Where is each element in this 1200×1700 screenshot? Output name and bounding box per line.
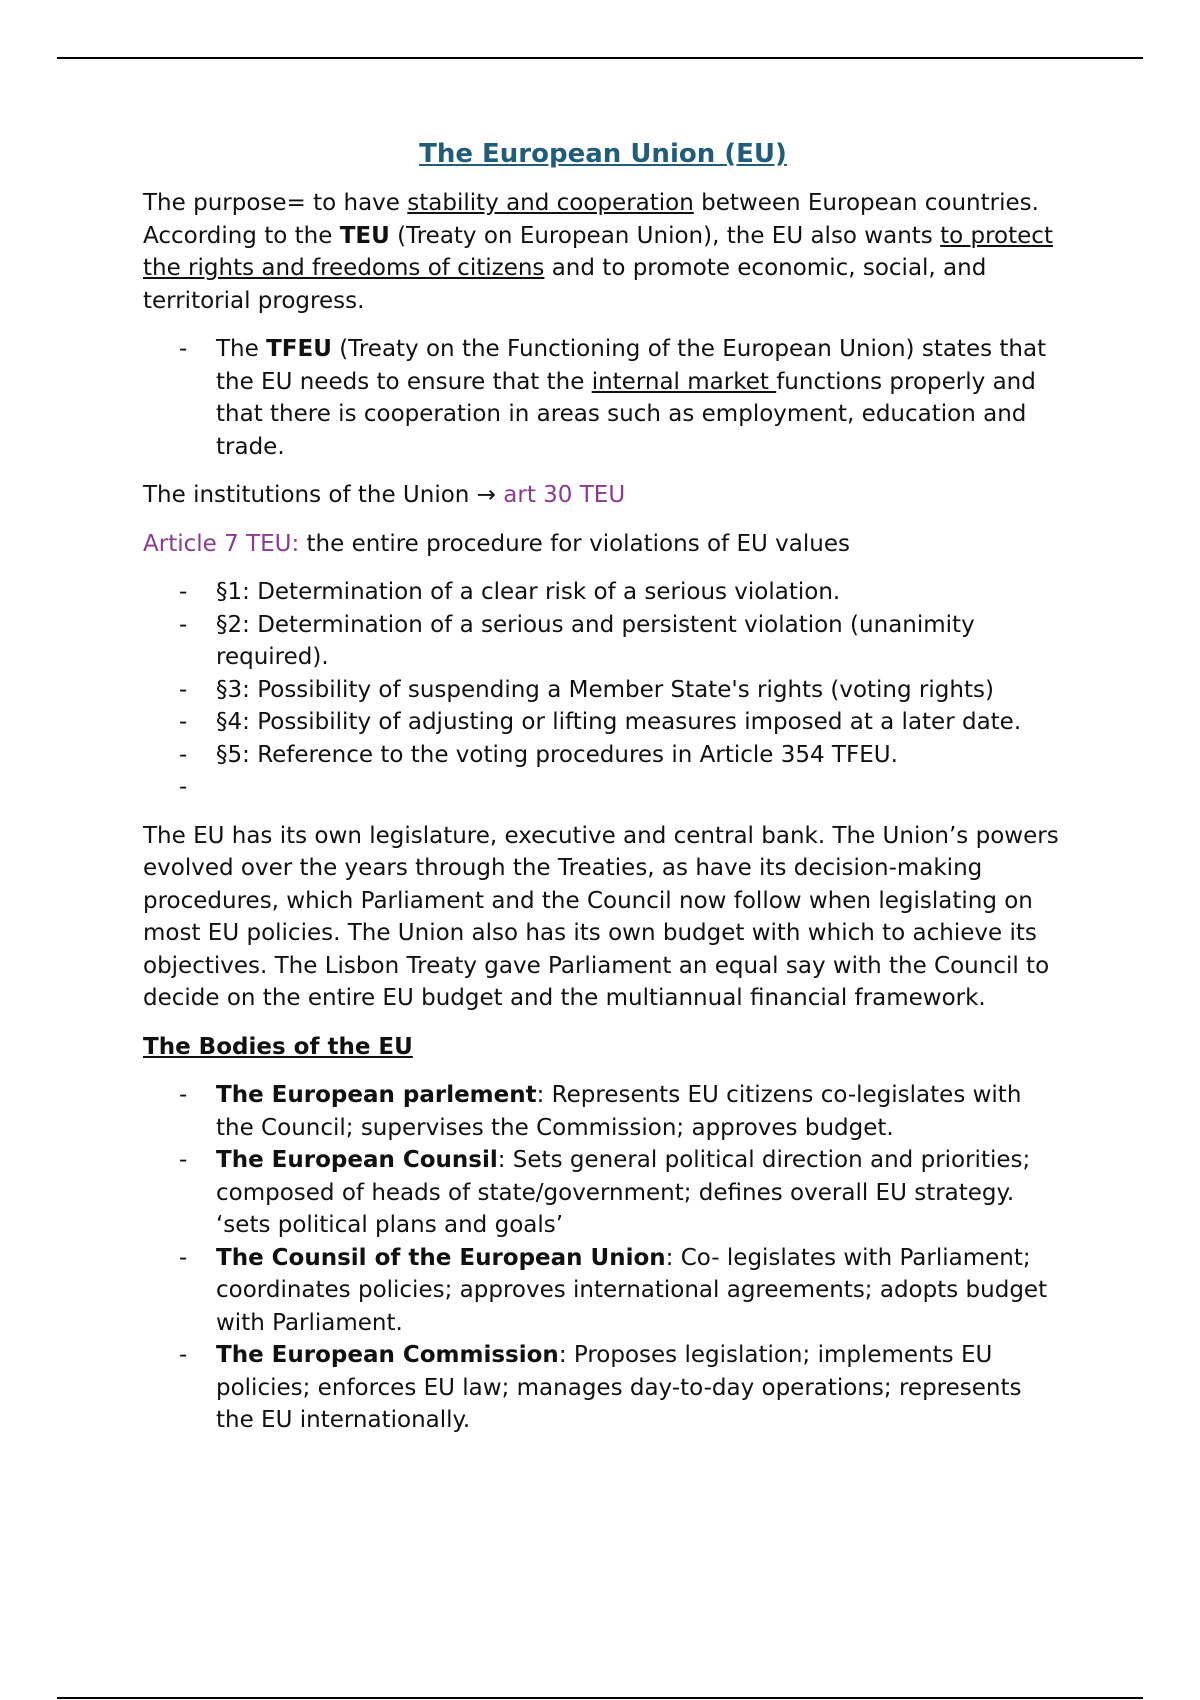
list-item-commission <box>216 1339 1063 1437</box>
list-item: - §5: Reference to the voting procedures in Article 354 TFEU. <box>216 739 1063 772</box>
legislature-paragraph: The EU has its own legislature, executive and central bank. The Union’s powers evolved over the years through the Treaties, as have its decision-making procedures, which Parliament and the Council now follow when legislating on most EU policies. The Union also has its own budget with which to achieve its objectives. The Lisbon Treaty gave Parliament an equal say with the Council to decide on the entire EU budget and the multiannual financial framework. <box>143 822 1059 1011</box>
intro-bold-teu: TEU <box>339 222 390 249</box>
body-name: The Counsil of the European Union <box>216 1244 666 1271</box>
article7-text: the entire procedure for violations of EU values <box>299 530 850 557</box>
body-name: The European Counsil <box>216 1147 498 1173</box>
tfeu-text-3: functions properly and that there is cooperation in areas such as employment, education and trade. <box>216 368 1036 460</box>
top-rule <box>57 57 1143 59</box>
body-name: The European Commission <box>216 1342 559 1368</box>
intro-underline-2: to protect the rights and freedoms of citizens <box>143 222 1053 281</box>
list-item-parliament <box>216 1079 1063 1144</box>
institutions-line <box>143 479 1063 512</box>
body-name: The European parlement <box>216 1082 537 1108</box>
list-item: - §2: Determination of a serious and persistent violation (unanimity required). <box>216 609 1063 674</box>
intro-text-4: and to promote economic, social, and territorial progress. <box>143 255 987 314</box>
intro-text-2: between European countries. According to the <box>143 190 1039 249</box>
body-description: : Co- legislates with Parliament; coordinates policies; approves international agreements; adopts budget with Parliament. <box>216 1244 1048 1336</box>
intro-text-3: (Treaty on European Union), the EU also wants <box>389 222 941 249</box>
bodies-list <box>143 1079 1063 1437</box>
body-description: : Represents EU citizens co-legislates with the Council; supervises the Commission; approves budget. <box>216 1082 1022 1141</box>
bottom-rule <box>57 1697 1143 1699</box>
tfeu-underline: internal market <box>591 368 777 395</box>
intro-underline-1: stability and cooperation <box>407 190 694 216</box>
body-description: : Proposes legislation; implements EU policies; enforces EU law; manages day-to-day operations; represents the EU internationally. <box>216 1342 1022 1433</box>
list-item-european-council <box>216 1144 1063 1242</box>
list-item-empty <box>216 771 1063 804</box>
tfeu-list <box>143 333 1063 463</box>
list-item: - §4: Possibility of adjusting or lifting measures imposed at a later date. <box>216 706 1063 739</box>
document-body <box>143 136 1063 1453</box>
intro-text-1: The purpose= to have <box>143 190 408 216</box>
article7-list <box>143 576 1063 804</box>
tfeu-text-2: (Treaty on the Functioning of the European Union) states that the EU needs to ensure that the <box>216 336 1047 395</box>
list-item: - §3: Possibility of suspending a Member State's rights (voting rights) <box>216 674 1063 707</box>
list-item-tfeu <box>216 333 1063 463</box>
institutions-text: The institutions of the Union → <box>143 482 504 508</box>
article7-reference: Article 7 TEU: <box>143 530 300 557</box>
document-title: The European Union (EU) <box>419 139 787 169</box>
list-item-council-of-eu <box>216 1242 1063 1340</box>
body-description: : Sets general political direction and priorities; composed of heads of state/government; defines overall EU strategy. ‘sets political plans and goals’ <box>216 1147 1031 1238</box>
bodies-heading: The Bodies of the EU <box>143 1033 413 1060</box>
tfeu-bold: TFEU <box>266 336 332 362</box>
institutions-reference: art 30 TEU <box>503 482 626 508</box>
article7-line <box>143 528 1063 561</box>
list-item: - §1: Determination of a clear risk of a serious violation. <box>216 576 1063 609</box>
intro-paragraph <box>143 187 1063 317</box>
tfeu-text-1: The <box>216 336 267 362</box>
